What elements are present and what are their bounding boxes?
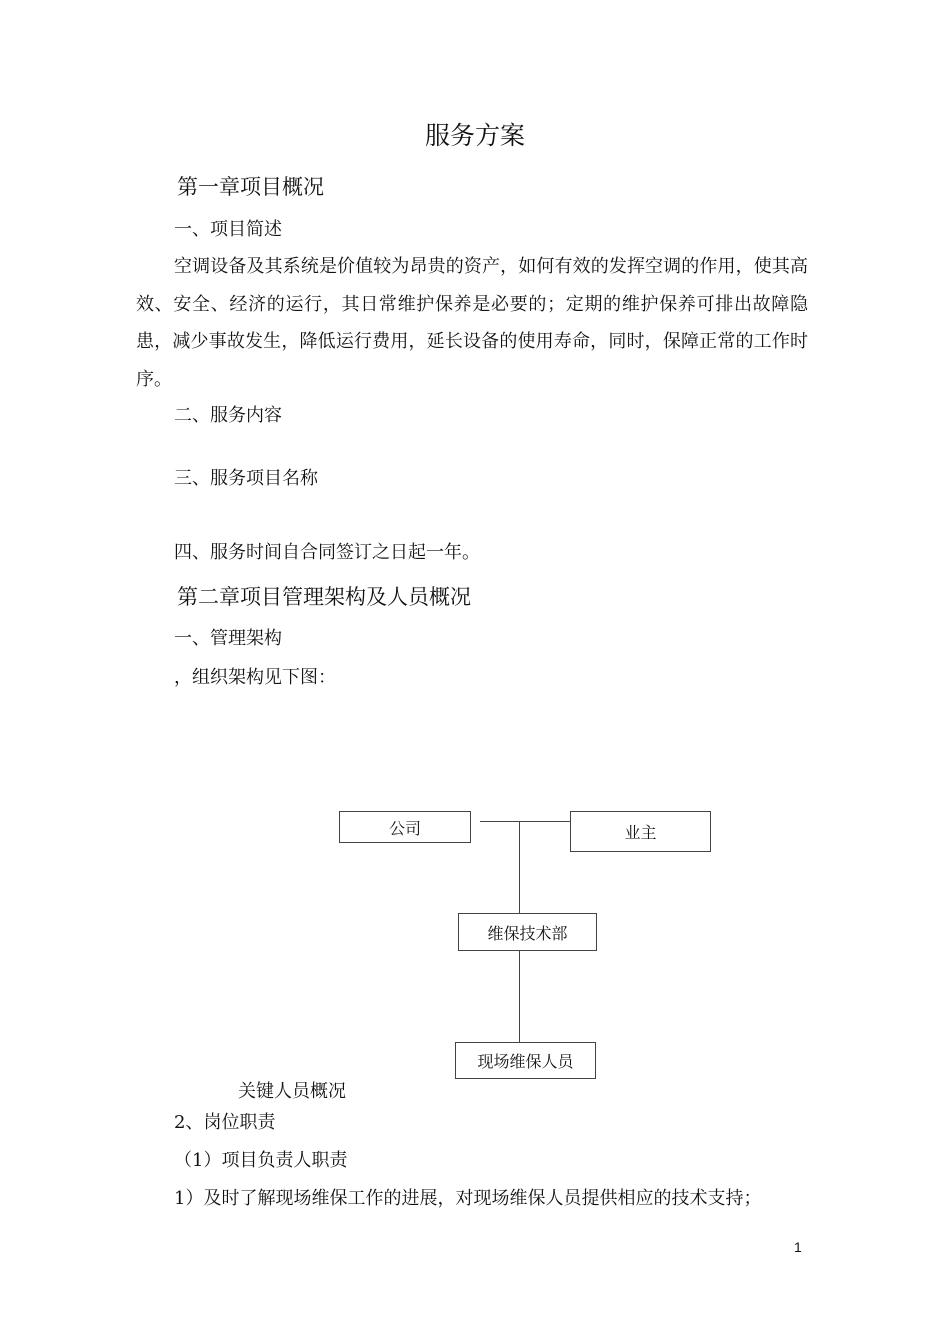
section1-heading: 一、项目简述 [174,219,282,240]
org-chart-intro: ，组织架构见下图： [174,667,336,688]
org-owner-label: 业主 [624,823,657,842]
org-company-label: 公司 [388,818,421,838]
org-box-tech-dept [458,913,597,951]
section1-paragraph: 空调设备及其系统是价值较为昂贵的资产，如何有效的发挥空调的作用，使其高效、安全、经济的运行，其日常维护保养是必要的；定期的维护保养可排出故障隐患，减少事故发生，降低运行费用，延长设备的使用寿命，同时，保障正常的工作时序。 [136,256,808,390]
chapter2-heading: 第二章项目管理架构及人员概况 [177,585,471,609]
key-personnel-heading: 关键人员概况 [238,1081,346,1102]
duties-heading: 2、岗位职责 [174,1112,276,1133]
section2-heading: 二、服务内容 [174,405,282,426]
chapter1-heading: 第一章项目概况 [177,175,324,199]
org-connector-to-site [519,950,520,1042]
org-box-owner [570,811,711,852]
document-title: 服务方案 [424,121,525,150]
org-tech-dept-label: 维保技术部 [487,923,568,943]
org-site-staff-label: 现场维保人员 [477,1052,574,1071]
org-connector-company-owner [480,821,570,822]
section4-heading: 四、服务时间自合同签订之日起一年。 [174,542,480,563]
org-box-site-staff [455,1042,596,1079]
page-number: 1 [794,1239,802,1255]
org-connector-to-tech [519,821,520,913]
org-box-company [339,811,471,843]
leader-duties-heading: （1）项目负责人职责 [174,1150,348,1171]
duty-item-1: 1）及时了解现场维保工作的进展，对现场维保人员提供相应的技术支持； [174,1188,762,1209]
management-heading: 一、管理架构 [174,628,282,649]
section3-heading: 三、服务项目名称 [174,468,318,489]
